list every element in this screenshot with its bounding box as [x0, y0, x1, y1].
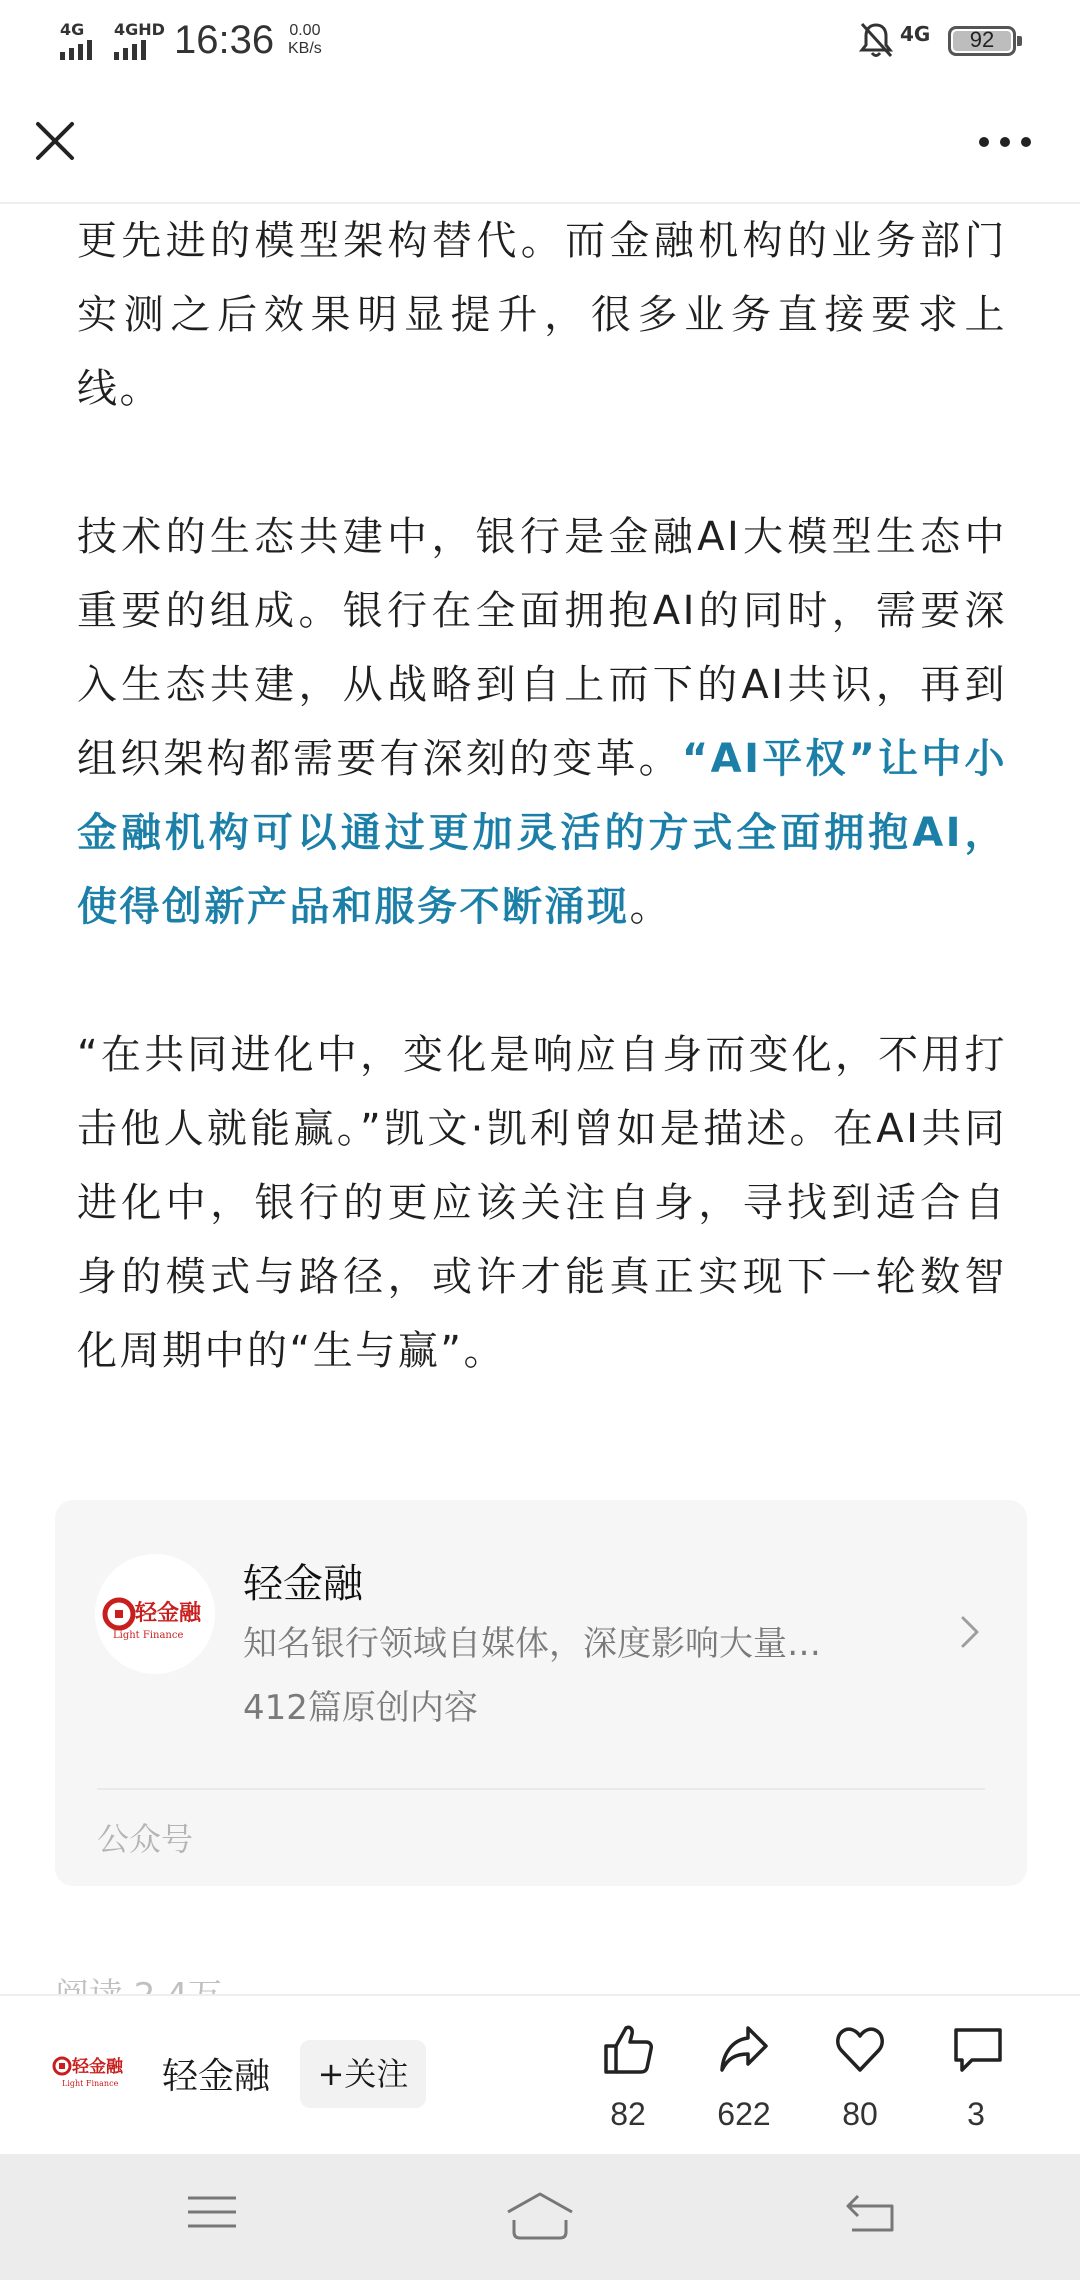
- chevron-right-icon: [955, 1610, 985, 1654]
- bottom-action-bar: [0, 1994, 1080, 2154]
- bottom-logo-text: 轻金融: [72, 2057, 123, 2077]
- follow-button[interactable]: +关注: [300, 2040, 426, 2108]
- share-arrow-icon: [718, 2022, 770, 2078]
- logo-subtext: Light Finance: [113, 1630, 184, 1641]
- clock: 16:36: [174, 18, 275, 62]
- like-count: 82: [610, 2096, 646, 2132]
- nav-bar: [0, 84, 1080, 204]
- favorite-button[interactable]: [810, 2022, 910, 2142]
- back-icon[interactable]: [842, 2188, 898, 2238]
- comment-button[interactable]: [926, 2022, 1026, 2142]
- account-type-label: 公众号: [97, 1820, 194, 1858]
- account-logo: [95, 1554, 215, 1674]
- heart-icon: [834, 2022, 886, 2078]
- paragraph-2-end: 。: [629, 884, 672, 930]
- network-speed-value: 0.00: [289, 22, 321, 39]
- highlighted-quote: “AI平权”让中小金融机构可以通过更加灵活的方式全面拥抱AI，使得创新产品和服务不断涌现: [77, 736, 1008, 930]
- signal-bars-1-icon: [60, 40, 92, 60]
- logo-text: 轻金融: [135, 1600, 202, 1626]
- share-button[interactable]: [694, 2022, 794, 2142]
- network-speed-unit: KB/s: [288, 40, 322, 57]
- battery-level: 92: [969, 27, 995, 52]
- battery-icon: [948, 26, 1016, 56]
- bottom-logo-subtext: Light Finance: [62, 2079, 119, 2088]
- account-profile-card[interactable]: [55, 1500, 1027, 1886]
- status-bar: [0, 0, 1080, 84]
- signal-2-label: 4GHD: [114, 20, 165, 39]
- card-divider: [97, 1788, 985, 1790]
- article-paragraph-1: 更先进的模型架构替代。而金融机构的业务部门实测之后效果明显提升，很多业务直接要求上线。: [77, 218, 1007, 412]
- bell-muted-icon: [858, 20, 894, 60]
- favorite-count: 80: [842, 2096, 878, 2132]
- article-paragraph-3: “在共同进化中，变化是响应自身而变化，不用打击他人就能赢。”凯文·凯利曾如是描述。在AI共同进化中，银行的更应该关注自身，寻找到适合自身的模式与路径，或许才能真正实现下一轮数智化周期中的“生与赢”。: [77, 1032, 1007, 1374]
- like-button[interactable]: [578, 2022, 678, 2142]
- network-type: 4G: [900, 22, 931, 46]
- system-navigation-bar: [0, 2154, 1080, 2280]
- account-name: 轻金融: [243, 1561, 363, 1607]
- account-description: 知名银行领域自媒体，深度影响大量…: [243, 1624, 821, 1664]
- bottom-account-name[interactable]: 轻金融: [162, 2056, 271, 2097]
- comment-bubble-icon: [950, 2022, 1006, 2078]
- thumbs-up-icon: [602, 2022, 654, 2078]
- light-finance-logo-icon: [95, 1554, 215, 1674]
- signal-bars-2-icon: [114, 40, 146, 60]
- close-icon[interactable]: [26, 112, 84, 170]
- article-body: [77, 204, 1007, 1462]
- account-logo-small[interactable]: [52, 2046, 142, 2094]
- signal-1-label: 4G: [60, 20, 85, 39]
- menu-icon[interactable]: [184, 2188, 240, 2238]
- home-icon[interactable]: [504, 2188, 576, 2244]
- original-content-count: 412篇原创内容: [243, 1688, 478, 1728]
- article-paragraph-2: [77, 500, 1007, 944]
- network-speed: [288, 22, 322, 58]
- share-count: 622: [717, 2096, 771, 2132]
- more-dots-icon[interactable]: [972, 114, 1038, 170]
- paragraph-2-text: 技术的生态共建中，银行是金融AI大模型生态中重要的组成。银行在全面拥抱AI的同时，需要深入生态共建，从战略到自上而下的AI共识，再到组织架构都需要有深刻的变革。: [77, 514, 1007, 782]
- comment-count: 3: [967, 2096, 985, 2132]
